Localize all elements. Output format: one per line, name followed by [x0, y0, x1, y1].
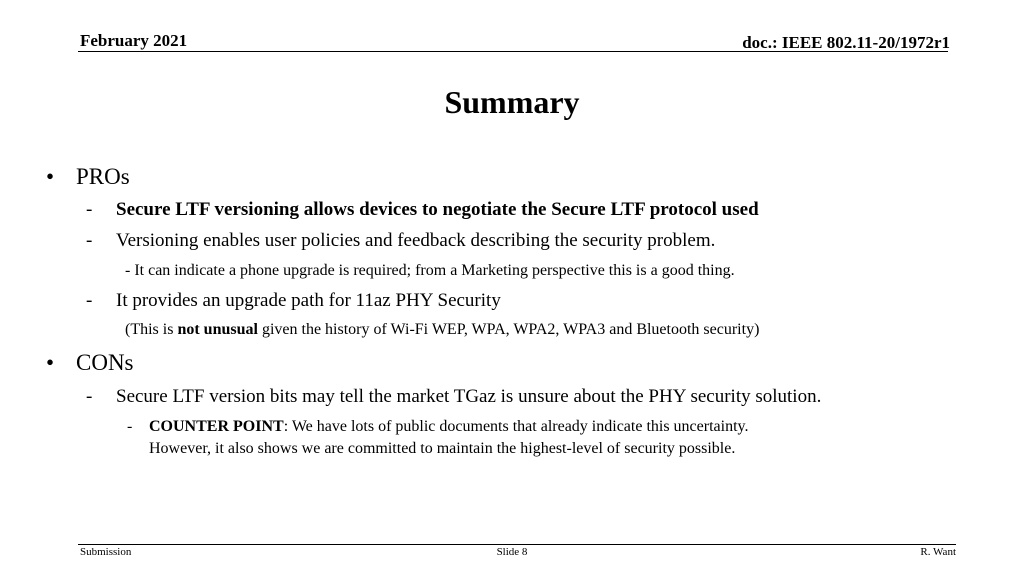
footer-submission: Submission [80, 546, 132, 558]
counter-text: : We have lots of public documents that already indicate this uncertainty. [283, 418, 749, 435]
footer-author: R. Want [920, 546, 956, 558]
header-doc-id: doc.: IEEE 802.11-20/1972r1 [742, 33, 950, 52]
pros-item-1: Secure LTF versioning allows devices to negotiate the Secure LTF protocol used [116, 199, 759, 220]
slide-title: Summary [444, 84, 580, 120]
pros-bullet: • [46, 164, 55, 189]
counter-line-2: However, it also shows we are committed to maintain the highest-level of security possible. [149, 440, 736, 457]
pros-note-bold: not unusual [177, 321, 258, 338]
pros-item-1-marker: - [86, 199, 93, 220]
pros-note [125, 321, 759, 339]
pros-note-prefix: (This is [125, 321, 178, 338]
pros-item-2-marker: - [86, 230, 93, 251]
cons-label: CONs [76, 350, 134, 375]
counter-bold: COUNTER POINT [149, 418, 284, 435]
pros-subitem: - It can indicate a phone upgrade is required; from a Marketing perspective this is a good thing. [125, 262, 735, 279]
pros-note-suffix: given the history of Wi-Fi WEP, WPA, WPA2, WPA3 and Bluetooth security) [257, 321, 760, 338]
pros-label: PROs [76, 164, 130, 189]
pros-item-3-marker: - [86, 290, 93, 311]
counter-line-1 [149, 418, 748, 436]
cons-item-1-marker: - [86, 386, 93, 407]
cons-bullet: • [46, 350, 55, 375]
cons-item-1: Secure LTF version bits may tell the market TGaz is unsure about the PHY security solution. [116, 386, 822, 407]
footer-rule [78, 544, 956, 545]
header-rule [78, 51, 948, 52]
counter-marker: - [127, 418, 133, 435]
footer-slide-number: Slide 8 [496, 546, 528, 558]
header-date: February 2021 [80, 31, 188, 50]
pros-item-3: It provides an upgrade path for 11az PHY Security [116, 290, 501, 311]
pros-item-2: Versioning enables user policies and feedback describing the security problem. [116, 230, 716, 251]
